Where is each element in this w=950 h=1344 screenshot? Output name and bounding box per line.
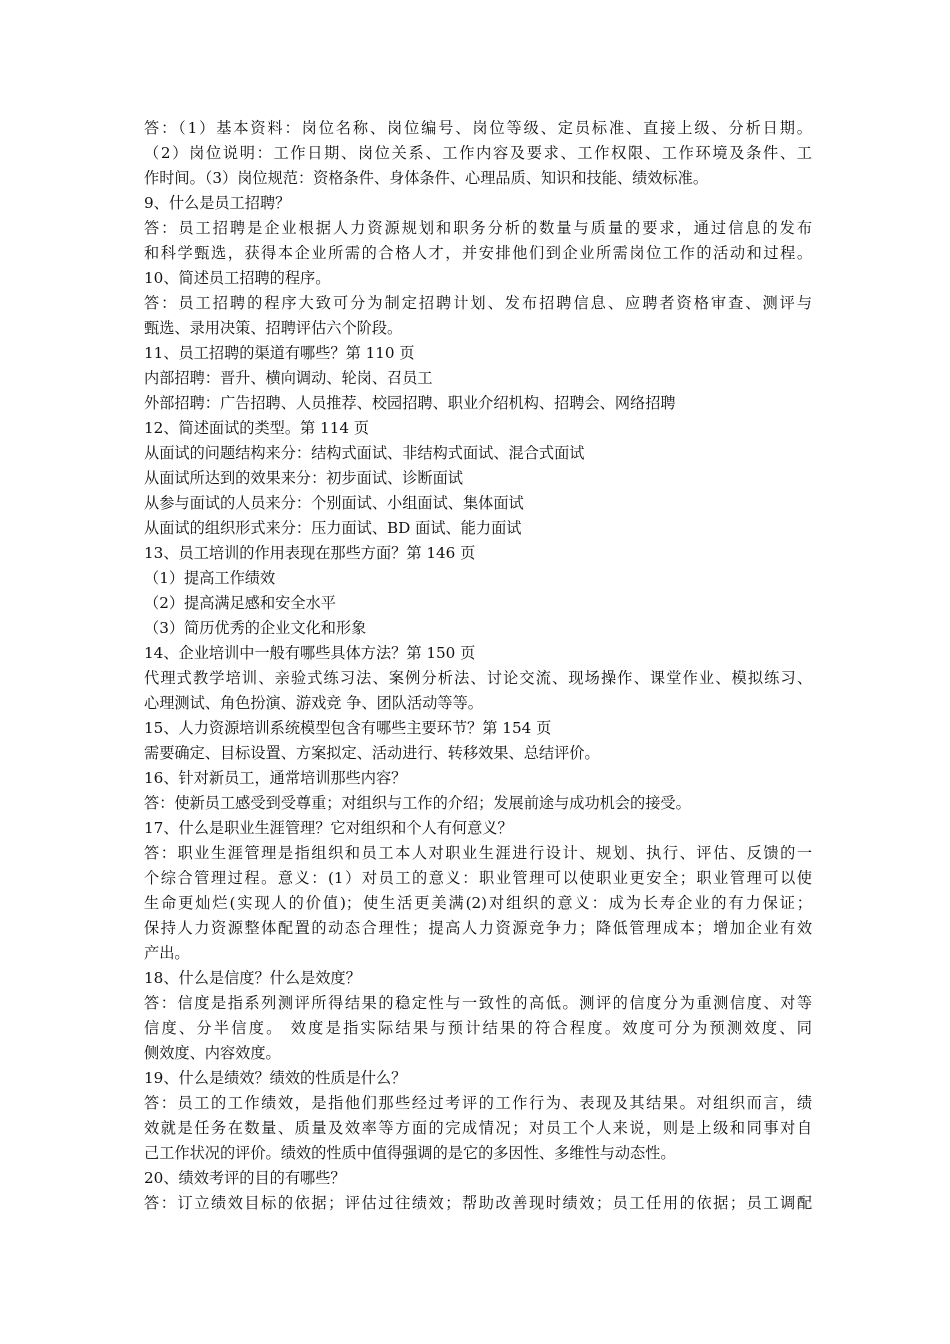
text-line: 答：信度是指系列测评所得结果的稳定性与一致性的高低。测评的信度分为重测信度、对等	[144, 994, 812, 1012]
text-line: 20、绩效考评的目的有哪些？	[144, 1169, 346, 1187]
text-line: 心理测试、角色扮演、游戏竞 争、团队活动等等。	[144, 694, 483, 712]
text-line: 9、什么是员工招聘？	[144, 194, 291, 212]
text-line: 12、简述面试的类型。第 114 页	[144, 419, 370, 437]
text-line: 保持人力资源整体配置的动态合理性；提高人力资源竞争力；降低管理成本；增加企业有效	[144, 919, 812, 937]
text-line: 和科学甄选，获得本企业所需的合格人才，并安排他们到企业所需岗位工作的活动和过程。	[144, 244, 812, 262]
text-line: 答：员工招聘的程序大致可分为制定招聘计划、发布招聘信息、应聘者资格审查、测评与	[144, 294, 812, 312]
text-line: 16、针对新员工，通常培训那些内容？	[144, 769, 407, 787]
text-line: 从面试所达到的效果来分：初步面试、诊断面试	[144, 469, 463, 487]
text-line: 10、简述员工招聘的程序。	[144, 269, 331, 287]
text-line: 14、企业培训中一般有哪些具体方法？第 150 页	[144, 644, 476, 662]
text-line: 11、员工招聘的渠道有哪些？第 110 页	[144, 344, 415, 362]
document-page	[144, 116, 812, 1216]
text-line: 从面试的问题结构来分：结构式面试、非结构式面试、混合式面试	[144, 444, 585, 462]
text-line: 己工作状况的评价。绩效的性质中值得强调的是它的多因性、多维性与动态性。	[144, 1144, 676, 1162]
text-line: 答：职业生涯管理是指组织和员工本人对职业生涯进行设计、规划、执行、评估、反馈的一	[144, 844, 812, 862]
text-line: （2）提高满足感和安全水平	[144, 594, 336, 612]
text-line: 作时间。（3）岗位规范：资格条件、身体条件、心理品质、知识和技能、绩效标准。	[144, 169, 709, 187]
text-line: （3）简历优秀的企业文化和形象	[144, 619, 367, 637]
text-line: 答：（1）基本资料：岗位名称、岗位编号、岗位等级、定员标准、直接上级、分析日期。	[144, 119, 812, 137]
text-line: （1）提高工作绩效	[144, 569, 276, 587]
text-line: 信度、分半信度。 效度是指实际结果与预计结果的符合程度。效度可分为预测效度、同	[144, 1019, 812, 1037]
text-line: 产出。	[144, 944, 190, 962]
text-line: 答：员工的工作绩效，是指他们那些经过考评的工作行为、表现及其结果。对组织而言，绩	[144, 1094, 812, 1112]
text-line: （2）岗位说明：工作日期、岗位关系、工作内容及要求、工作权限、工作环境及条件、工	[144, 144, 812, 162]
text-line: 生命更灿烂(实现人的价值)；使生活更美满(2)对组织的意义：成为长寿企业的有力保证；	[144, 894, 812, 912]
text-line: 答：使新员工感受到受尊重；对组织与工作的介绍；发展前途与成功机会的接受。	[144, 794, 691, 812]
text-line: 答：员工招聘是企业根据人力资源规划和职务分析的数量与质量的要求，通过信息的发布	[144, 219, 812, 237]
text-line: 需要确定、目标设置、方案拟定、活动进行、转移效果、总结评价。	[144, 744, 600, 762]
text-line: 甄选、录用决策、招聘评估六个阶段。	[144, 319, 403, 337]
text-line: 从参与面试的人员来分：个别面试、小组面试、集体面试	[144, 494, 524, 512]
text-line: 17、什么是职业生涯管理？它对组织和个人有何意义？	[144, 819, 513, 837]
text-line: 代理式教学培训、亲验式练习法、案例分析法、讨论交流、现场操作、课堂作业、模拟练习、	[144, 669, 812, 687]
text-line: 19、什么是绩效？绩效的性质是什么？	[144, 1069, 407, 1087]
text-line: 13、员工培训的作用表现在那些方面？第 146 页	[144, 544, 476, 562]
text-line: 15、人力资源培训系统模型包含有哪些主要环节？第 154 页	[144, 719, 552, 737]
text-line: 内部招聘：晋升、横向调动、轮岗、召员工	[144, 369, 433, 387]
text-line: 外部招聘：广告招聘、人员推荐、校园招聘、职业介绍机构、招聘会、网络招聘	[144, 394, 676, 412]
text-line: 个综合管理过程。意义：(1）对员工的意义：职业管理可以使职业更安全；职业管理可以使	[144, 869, 812, 887]
text-line: 18、什么是信度？什么是效度？	[144, 969, 361, 987]
text-line: 答：订立绩效目标的依据；评估过往绩效；帮助改善现时绩效；员工任用的依据；员工调配	[144, 1194, 812, 1212]
text-line: 侧效度、内容效度。	[144, 1044, 281, 1062]
text-line: 从面试的组织形式来分：压力面试、BD 面试、能力面试	[144, 519, 522, 537]
text-line: 效就是任务在数量、质量及效率等方面的完成情况；对员工个人来说，则是上级和同事对自	[144, 1119, 812, 1137]
